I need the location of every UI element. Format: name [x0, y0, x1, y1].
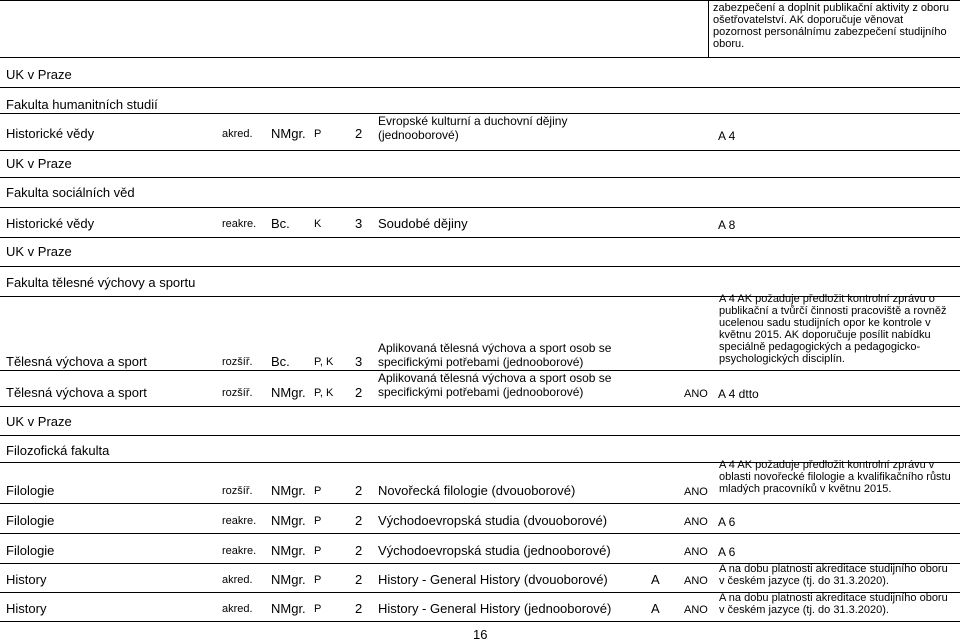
years-cell: 2 [355, 513, 363, 528]
rule [0, 503, 960, 504]
program-cell: Východoevropská studia (jednooborové) [378, 543, 611, 558]
university-label: UK v Praze [6, 414, 72, 429]
years-cell: 2 [355, 385, 363, 400]
form-cell: P [314, 485, 322, 497]
years-cell: 2 [355, 126, 363, 141]
a-cell: A [651, 572, 660, 587]
note-cell: A na dobu platnosti akreditace studijního oboru v českém jazyce (tj. do 31.3.2020). [719, 563, 948, 587]
degree-cell: NMgr. [271, 513, 306, 528]
program-cell: Novořecká filologie (dvouoborové) [378, 483, 576, 498]
continued-note: zabezpečení a doplnit publikační aktivity z oboru ošetřovatelství. AK doporučuje věnovat pozornost personálnímu zabezpečení studijního oboru. [713, 2, 950, 50]
faculty-label: Fakulta tělesné výchovy a sportu [6, 275, 196, 290]
type-cell: rozšíř. [222, 356, 253, 368]
university-label: UK v Praze [6, 244, 72, 259]
university-label: UK v Praze [6, 156, 72, 171]
column-divider [708, 0, 709, 57]
ano-cell: ANO [684, 486, 708, 498]
result-cell: A 6 [718, 515, 736, 529]
faculty-label: Fakulta humanitních studií [6, 97, 158, 112]
result-cell: A 4 [718, 129, 736, 143]
type-cell: akred. [222, 603, 253, 615]
rule [0, 87, 960, 88]
field-cell: History [6, 572, 47, 587]
type-cell: reakre. [222, 218, 257, 230]
form-cell: P [314, 603, 322, 615]
rule [0, 0, 960, 1]
form-cell: P [314, 545, 322, 557]
form-cell: P, K [314, 356, 334, 368]
ano-cell: ANO [684, 546, 708, 558]
form-cell: K [314, 218, 322, 230]
type-cell: rozšíř. [222, 485, 253, 497]
rule [0, 621, 960, 622]
program-cell: Evropské kulturní a duchovní dějiny (jednooborové) [378, 114, 568, 142]
degree-cell: NMgr. [271, 601, 306, 616]
type-cell: akred. [222, 128, 253, 140]
rule [0, 207, 960, 208]
note-cell: A na dobu platnosti akreditace studijního oboru v českém jazyce (tj. do 31.3.2020). [719, 592, 948, 616]
rule [0, 150, 960, 151]
years-cell: 2 [355, 572, 363, 587]
type-cell: akred. [222, 574, 253, 586]
years-cell: 2 [355, 483, 363, 498]
form-cell: P, K [314, 387, 334, 399]
degree-cell: NMgr. [271, 543, 306, 558]
form-cell: P [314, 515, 322, 527]
degree-cell: Bc. [271, 216, 290, 231]
field-cell: Historické vědy [6, 126, 95, 141]
degree-cell: NMgr. [271, 385, 306, 400]
degree-cell: NMgr. [271, 126, 306, 141]
program-cell: Aplikovaná tělesná výchova a sport osob se specifickými potřebami (jednooborové) [378, 341, 612, 369]
program-cell: Soudobé dějiny [378, 216, 468, 231]
years-cell: 3 [355, 354, 363, 369]
years-cell: 2 [355, 543, 363, 558]
rule [0, 57, 960, 58]
form-cell: P [314, 574, 322, 586]
field-cell: Tělesná výchova a sport [6, 385, 147, 400]
program-cell: Aplikovaná tělesná výchova a sport osob se specifickými potřebami (jednooborové) [378, 371, 612, 399]
degree-cell: Bc. [271, 354, 290, 369]
type-cell: reakre. [222, 515, 257, 527]
years-cell: 2 [355, 601, 363, 616]
rule [0, 237, 960, 238]
degree-cell: NMgr. [271, 483, 306, 498]
result-cell: A 6 [718, 545, 736, 559]
program-cell: History - General History (dvouoborové) [378, 572, 608, 587]
result-cell: A 4 dtto [718, 387, 759, 401]
ano-cell: ANO [684, 575, 708, 587]
type-cell: rozšíř. [222, 387, 253, 399]
faculty-label: Filozofická fakulta [6, 443, 110, 458]
faculty-label: Fakulta sociálních věd [6, 185, 135, 200]
form-cell: P [314, 128, 322, 140]
a-cell: A [651, 601, 660, 616]
field-cell: Filologie [6, 513, 55, 528]
field-cell: Historické vědy [6, 216, 95, 231]
ano-cell: ANO [684, 388, 708, 400]
field-cell: Filologie [6, 543, 55, 558]
field-cell: History [6, 601, 47, 616]
type-cell: reakre. [222, 545, 257, 557]
years-cell: 3 [355, 216, 363, 231]
rule [0, 266, 960, 267]
field-cell: Tělesná výchova a sport [6, 354, 147, 369]
degree-cell: NMgr. [271, 572, 306, 587]
rule [0, 406, 960, 407]
note-cell: A 4 AK požaduje předložit kontrolní zprávu v oblasti novořecké filologie a kvalifikačního růstu mladých pracovníků v květnu 2015. [719, 459, 951, 495]
ano-cell: ANO [684, 604, 708, 616]
field-cell: Filologie [6, 483, 55, 498]
note-cell: A 4 AK požaduje předložit kontrolní zprávu o publikační a tvůrčí činnosti pracoviště a rovněž ucelenou sadu studijních opor ke kontrole v květnu 2015. AK doporučuje posílit nabídku speciálně pedagogických a pedagogicko-psychologických disciplín. [719, 293, 947, 365]
rule [0, 533, 960, 534]
result-cell: A 8 [718, 218, 736, 232]
program-cell: Východoevropská studia (dvouoborové) [378, 513, 608, 528]
university-label: UK v Praze [6, 67, 72, 82]
ano-cell: ANO [684, 516, 708, 528]
rule [0, 177, 960, 178]
page-number: 16 [473, 627, 488, 642]
rule [0, 435, 960, 436]
program-cell: History - General History (jednooborové) [378, 601, 612, 616]
